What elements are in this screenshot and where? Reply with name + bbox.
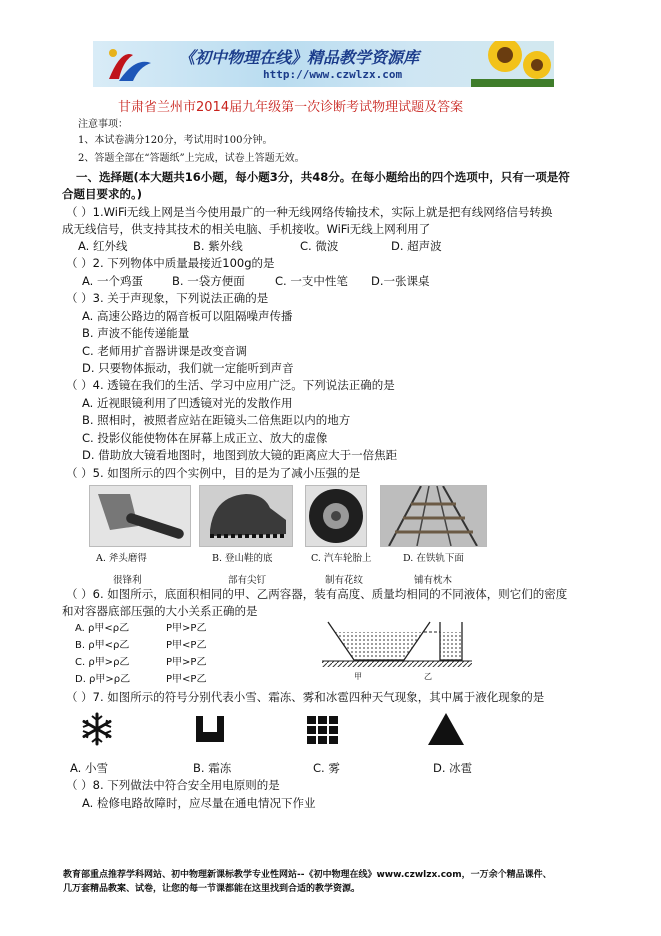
notes-heading: 注意事项： <box>78 119 128 130</box>
axe-image <box>89 485 191 547</box>
footer-text: 教育部重点推荐学科网站、初中物理新课标教学专业性网站--《初中物理在线》www.czwlzx.com，一万余个精品课件、 <box>63 870 552 880</box>
option: A. 近视眼镜利用了凹透镜对光的发散作用 <box>82 396 293 410</box>
option: C. ρ甲>ρ乙 <box>75 657 130 668</box>
note-item: 1、本试卷满分120分，考试用时100分钟。 <box>78 135 273 146</box>
figure-caption: 制有花纹 <box>325 575 364 586</box>
option: B. 紫外线 <box>193 239 243 253</box>
header-banner <box>93 41 554 87</box>
option: C. 老师用扩音器讲课是改变音调 <box>82 344 247 358</box>
fog-icon <box>307 716 339 744</box>
logo-icon <box>99 45 157 85</box>
question-4: （ ）4. 透镜在我们的生活、学习中应用广泛。下列说法正确的是 <box>66 378 395 392</box>
option: B. 声波不能传递能量 <box>82 326 190 340</box>
snowflake-icon <box>80 712 114 746</box>
banner-url[interactable]: http://www.czwlzx.com <box>263 68 403 81</box>
option: C. 微波 <box>300 239 339 253</box>
frost-icon <box>194 716 226 742</box>
option: P甲<P乙 <box>166 640 207 651</box>
section-heading-cont: 合题目要求的。) <box>62 187 143 201</box>
option: B. ρ甲<ρ乙 <box>75 640 130 651</box>
container-diagram <box>322 618 472 684</box>
option: C. 雾 <box>313 761 340 775</box>
option: P甲<P乙 <box>166 674 207 685</box>
option: B. 霜冻 <box>193 761 232 775</box>
figure-caption: 部有尖钉 <box>228 575 267 586</box>
option: D.一张课桌 <box>371 274 430 288</box>
figure-caption: 很锋利 <box>113 575 142 586</box>
question-5: （ ）5. 如图所示的四个实例中，目的是为了减小压强的是 <box>66 466 361 480</box>
question-3: （ ）3. 关于声现象，下列说法正确的是 <box>66 291 269 305</box>
section-heading: 一、选择题(本大题共16小题，每小题3分，共48分。在每小题给出的四个选项中，只有一项是符 <box>76 170 570 184</box>
figure-caption: A. 斧头磨得 <box>96 553 147 564</box>
option: P甲>P乙 <box>166 657 207 668</box>
hail-icon <box>427 712 465 746</box>
sunflower-icon <box>471 41 554 87</box>
option: A. 检修电路故障时，应尽量在通电情况下作业 <box>82 796 316 810</box>
figure-caption: C. 汽车轮胎上 <box>311 553 372 564</box>
option: A. 红外线 <box>78 239 128 253</box>
option: A. 高速公路边的隔音板可以阻隔噪声传播 <box>82 309 293 323</box>
banner-title: 《初中物理在线》精品教学资源库 <box>179 48 420 67</box>
figure-caption: D. 在铁轨下面 <box>403 553 464 564</box>
hiking-boot-image <box>199 485 293 547</box>
option: D. 冰雹 <box>433 761 473 775</box>
option: A. 一个鸡蛋 <box>82 274 143 288</box>
container-label: 甲 <box>354 672 362 681</box>
question-2: （ ）2. 下列物体中质量最接近100g的是 <box>66 256 275 270</box>
figure-caption: B. 登山鞋的底 <box>212 553 273 564</box>
footer-text: 几万套精品教案、试卷，让您的每一节课都能在这里找到合适的教学资源。 <box>63 884 361 894</box>
tire-image <box>305 485 367 547</box>
option: D. 借助放大镜看地图时，地图到放大镜的距离应大于一倍焦距 <box>82 448 398 462</box>
question-7: （ ）7. 如图所示的符号分别代表小雪、霜冻、雾和冰雹四种天气现象，其中属于液化现象的是 <box>66 690 545 704</box>
question-8: （ ）8. 下列做法中符合安全用电原则的是 <box>66 778 280 792</box>
page-title: 甘肃省兰州市2014届九年级第一次诊断考试物理试题及答案 <box>118 100 464 115</box>
question-6-cont: 和对容器底部压强的大小关系正确的是 <box>62 604 258 618</box>
option: P甲>P乙 <box>166 623 207 634</box>
option: D. 超声波 <box>391 239 442 253</box>
option: C. 投影仪能使物体在屏幕上成正立、放大的虚像 <box>82 431 328 445</box>
option: A. ρ甲<ρ乙 <box>75 623 130 634</box>
option: D. 只要物体振动，我们就一定能听到声音 <box>82 361 294 375</box>
question-1: （ ）1.WiFi无线上网是当今使用最广的一种无线网络传输技术，实际上就是把有线网络信号转换 <box>66 205 553 219</box>
option: A. 小雪 <box>70 761 108 775</box>
question-1-cont: 成无线信号，供支持其技术的相关电脑、手机接收。WiFi无线上网利用了 <box>62 222 431 236</box>
option: C. 一支中性笔 <box>275 274 348 288</box>
question-6: （ ）6. 如图所示，底面积相同的甲、乙两容器，装有高度、质量均相同的不同液体，则它们的密度 <box>66 587 568 601</box>
figure-caption: 铺有枕木 <box>414 575 453 586</box>
railway-image <box>380 485 487 547</box>
container-label: 乙 <box>424 672 432 681</box>
option: B. 照相时，被照者应站在距镜头二倍焦距以内的地方 <box>82 413 351 427</box>
note-item: 2、答题全部在“答题纸”上完成，试卷上答题无效。 <box>78 153 305 164</box>
option: D. ρ甲>ρ乙 <box>75 674 131 685</box>
option: B. 一袋方便面 <box>172 274 245 288</box>
